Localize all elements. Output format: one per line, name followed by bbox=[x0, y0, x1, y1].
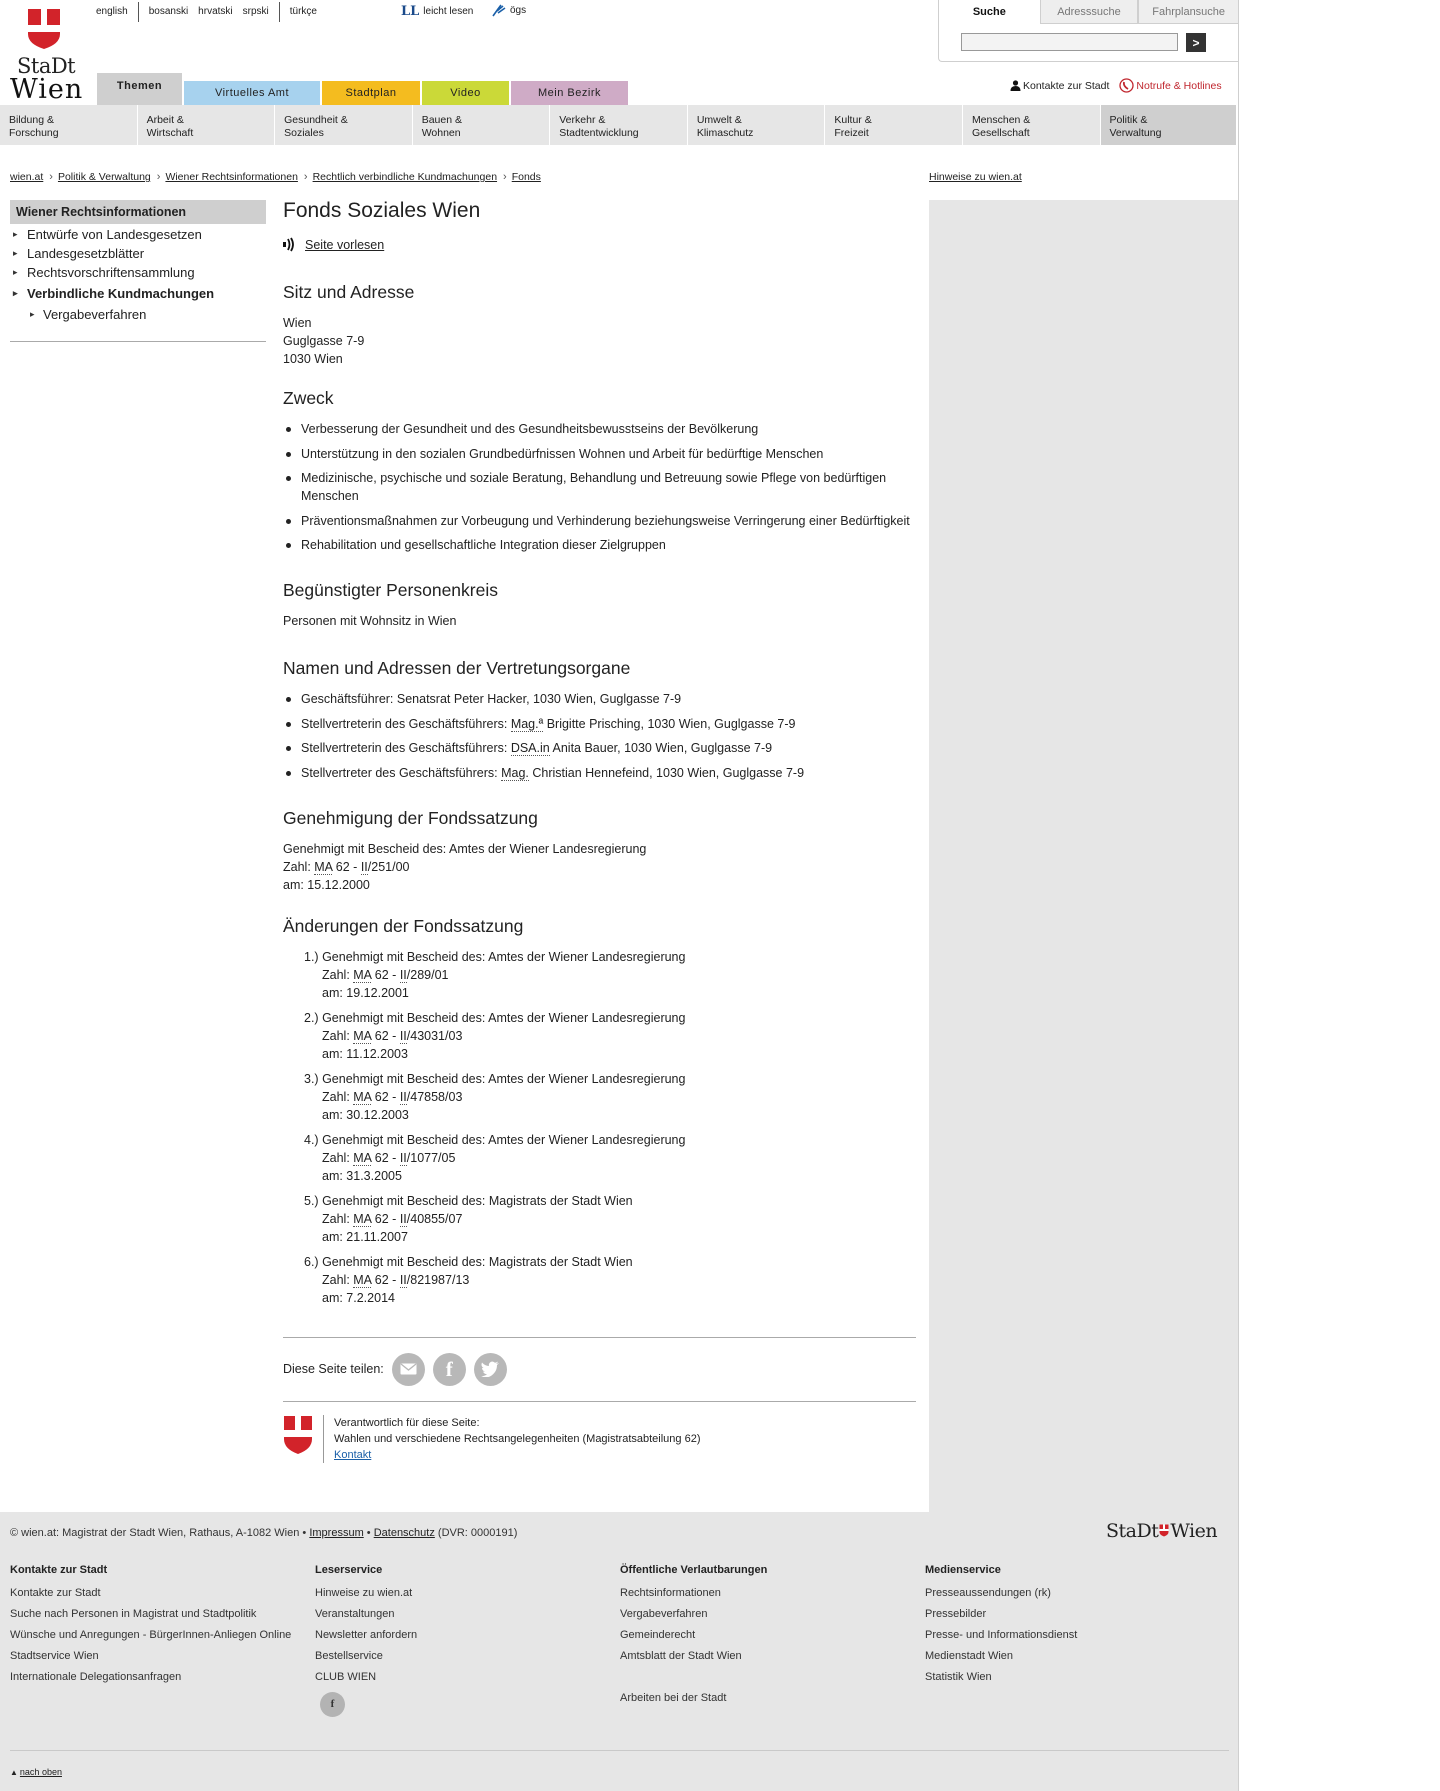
footer-logo-stadt: StaDt bbox=[1106, 1520, 1159, 1542]
title-abbreviation[interactable]: DSA.in bbox=[510, 741, 550, 755]
tab-video[interactable]: Video bbox=[422, 81, 509, 105]
emergency-link[interactable] bbox=[1119, 78, 1221, 93]
number-part: 62 - bbox=[332, 859, 361, 874]
amendment-number-line bbox=[304, 1271, 916, 1289]
amendment-number-line bbox=[304, 1210, 916, 1228]
impressum-link[interactable]: Impressum bbox=[309, 1527, 364, 1539]
number-part: 62 - bbox=[371, 1028, 400, 1043]
footer-column-heading: Kontakte zur Stadt bbox=[10, 1564, 108, 1576]
datenschutz-link[interactable]: Datenschutz bbox=[373, 1527, 435, 1539]
shield-icon bbox=[1159, 1524, 1169, 1537]
envelope-icon bbox=[400, 1363, 417, 1375]
section-heading: Begünstigter Personenkreis bbox=[283, 580, 498, 600]
footer-link[interactable]: Wünsche und Anregungen - BürgerInnen-Anliegen Online bbox=[10, 1629, 292, 1641]
number-label: Zahl: bbox=[322, 1211, 354, 1226]
footer-link[interactable]: Presse- und Informationsdienst bbox=[925, 1629, 1078, 1641]
ma-abbreviation[interactable]: MA bbox=[353, 1211, 372, 1226]
section-nav-list bbox=[10, 224, 266, 324]
footer-column-medienservice bbox=[925, 1564, 1230, 1725]
nav-label: Forschung bbox=[9, 127, 59, 139]
hinweise-link[interactable]: Hinweise zu wien.at bbox=[929, 171, 1022, 183]
section-heading: Änderungen der Fondssatzung bbox=[283, 915, 524, 936]
approval-date: am: 15.12.2000 bbox=[283, 877, 370, 892]
section-nav-subitem[interactable]: ▸ Vergabeverfahren bbox=[10, 305, 266, 324]
share-bar bbox=[283, 1338, 916, 1401]
ma-abbreviation[interactable]: MA bbox=[353, 1028, 372, 1043]
breadcrumb-separator-icon: › bbox=[156, 171, 161, 183]
footer-column-kontakte bbox=[10, 1564, 315, 1725]
number-label: Zahl: bbox=[283, 859, 315, 874]
nav-label: Politik & bbox=[1109, 114, 1148, 126]
number-label: Zahl: bbox=[322, 1089, 354, 1104]
nav-politik-verwaltung[interactable] bbox=[1101, 105, 1238, 145]
lang-english[interactable]: english bbox=[86, 2, 139, 22]
search-panel bbox=[938, 0, 1239, 62]
amendment-item bbox=[304, 1253, 916, 1307]
ma-abbreviation[interactable]: MA bbox=[353, 1272, 372, 1287]
ma-abbreviation[interactable]: MA bbox=[314, 859, 333, 874]
nav-label: Soziales bbox=[284, 127, 324, 139]
lang-turkce[interactable]: türkçe bbox=[289, 6, 317, 17]
nav-label: Stadtentwicklung bbox=[559, 127, 639, 139]
main-content bbox=[283, 199, 916, 1463]
roman-abbreviation[interactable]: II bbox=[399, 1150, 407, 1165]
approval-number bbox=[283, 858, 916, 876]
section-sitz bbox=[283, 282, 916, 368]
number-part: 62 - bbox=[371, 1150, 400, 1165]
footer-copyright bbox=[10, 1527, 517, 1539]
number-part: /251/00 bbox=[367, 859, 410, 874]
list-item-text: Stellvertreterin des Geschäftsführers: bbox=[301, 741, 511, 755]
nav-label: Arbeit & bbox=[146, 114, 184, 126]
amendment-date: am: 30.12.2003 bbox=[322, 1107, 409, 1122]
breadcrumb-kundmachungen[interactable]: Rechtlich verbindliche Kundmachungen bbox=[312, 171, 498, 183]
responsible-text bbox=[323, 1415, 701, 1463]
amendment-number: 2.) bbox=[304, 1010, 319, 1025]
footer-column-heading: Öffentliche Verlautbarungen bbox=[620, 1564, 768, 1576]
title-abbreviation[interactable]: Mag. bbox=[501, 765, 529, 780]
amendment-date: am: 11.12.2003 bbox=[322, 1046, 408, 1061]
easy-read-link[interactable] bbox=[401, 4, 473, 19]
amendment-number: 4.) bbox=[304, 1132, 319, 1147]
amendment-line bbox=[304, 1192, 916, 1210]
breadcrumb-separator-icon: › bbox=[503, 171, 507, 183]
footer-column-heading: Medienservice bbox=[925, 1564, 1001, 1576]
roman-abbreviation[interactable]: II bbox=[399, 1028, 407, 1043]
amendment-number: 5.) bbox=[304, 1193, 319, 1208]
amendment-line bbox=[304, 1131, 916, 1149]
roman-abbreviation[interactable]: II bbox=[360, 859, 368, 874]
footer-link[interactable]: Kontakte zur Stadt bbox=[10, 1587, 101, 1599]
back-to-top-link[interactable] bbox=[10, 1767, 62, 1777]
tab-virtuelles-amt[interactable]: Virtuelles Amt bbox=[184, 81, 320, 105]
tab-stadtplan[interactable]: Stadtplan bbox=[322, 81, 420, 105]
responsible-label: Verantwortlich für diese Seite: bbox=[334, 1416, 480, 1429]
nav-label: Verkehr & bbox=[559, 114, 606, 126]
footer-link[interactable]: Rechtsinformationen bbox=[620, 1587, 721, 1599]
footer-link[interactable]: Gemeinderecht bbox=[620, 1629, 696, 1641]
language-links bbox=[86, 1, 327, 23]
list-item bbox=[283, 764, 916, 782]
number-part: /289/01 bbox=[406, 967, 449, 982]
section-aenderungen bbox=[283, 916, 916, 1307]
right-sidebar bbox=[929, 200, 1238, 1512]
sign-language-label: ögs bbox=[510, 5, 527, 16]
number-part: /1077/05 bbox=[406, 1150, 456, 1165]
share-label: Diese Seite teilen: bbox=[283, 1362, 384, 1376]
search-input[interactable] bbox=[961, 33, 1178, 51]
amendment-text: Genehmigt mit Bescheid des: Magistrats der Stadt Wien bbox=[322, 1193, 633, 1208]
amendment-date: am: 19.12.2001 bbox=[322, 985, 409, 1000]
list-item: Rehabilitation und gesellschaftliche Integration dieser Zielgruppen bbox=[283, 536, 916, 554]
list-item bbox=[283, 715, 916, 733]
nav-label: Wohnen bbox=[421, 127, 461, 139]
section-nav-item-current[interactable]: ▸ Verbindliche Kundmachungen bbox=[10, 284, 266, 303]
amendment-date: am: 7.2.2014 bbox=[322, 1290, 395, 1305]
footer-column-verlautbarungen bbox=[620, 1564, 925, 1725]
nav-label: Klimaschutz bbox=[696, 127, 754, 139]
nav-label: Bildung & bbox=[9, 114, 54, 126]
emergency-label: Notrufe & Hotlines bbox=[1136, 79, 1222, 92]
amendment-line bbox=[304, 1070, 916, 1088]
amendment-number-line bbox=[304, 1027, 916, 1045]
amendment-item bbox=[304, 1009, 916, 1063]
section-zweck bbox=[283, 388, 916, 554]
list-item-text: Anita Bauer, 1030 Wien, Guglgasse 7-9 bbox=[549, 741, 773, 755]
footer-link[interactable]: Newsletter anfordern bbox=[315, 1629, 418, 1641]
list-item-text: Geschäftsführer: Senatsrat Peter Hacker, 1030 Wien, Guglgasse 7-9 bbox=[301, 692, 682, 706]
nav-label: Wirtschaft bbox=[146, 127, 194, 139]
breadcrumb-separator-icon: › bbox=[49, 171, 53, 183]
nav-label: Freizeit bbox=[834, 127, 869, 139]
footer-link[interactable]: Vergabeverfahren bbox=[620, 1608, 708, 1620]
amendment-line bbox=[304, 1009, 916, 1027]
address-line: Guglgasse 7-9 bbox=[283, 334, 365, 348]
header-contacts bbox=[1010, 78, 1222, 93]
nav-arbeit-wirtschaft[interactable] bbox=[138, 105, 276, 145]
shield-icon bbox=[283, 1415, 313, 1455]
number-part: /47858/03 bbox=[406, 1089, 463, 1104]
roman-abbreviation[interactable]: II bbox=[399, 1089, 407, 1104]
footer-logo[interactable] bbox=[1106, 1520, 1217, 1542]
number-part: 62 - bbox=[371, 967, 400, 982]
number-label: Zahl: bbox=[322, 1150, 354, 1165]
footer-link[interactable]: Arbeiten bei der Stadt bbox=[620, 1692, 727, 1704]
amendment-text: Genehmigt mit Bescheid des: Amtes der Wiener Landesregierung bbox=[322, 1132, 686, 1147]
approval-line: Genehmigt mit Bescheid des: Amtes der Wiener Landesregierung bbox=[283, 841, 647, 856]
twitter-icon bbox=[481, 1361, 500, 1377]
nav-gesundheit-soziales[interactable] bbox=[275, 105, 413, 145]
number-label: Zahl: bbox=[322, 1028, 354, 1043]
section-vertretungsorgane bbox=[283, 658, 916, 782]
nav-bildung-forschung[interactable] bbox=[0, 105, 138, 145]
section-nav-heading[interactable]: Wiener Rechtsinformationen bbox=[10, 200, 266, 224]
amendment-date: am: 31.3.2005 bbox=[322, 1168, 402, 1183]
breadcrumb-rechtsinformationen[interactable]: Wiener Rechtsinformationen bbox=[165, 171, 298, 183]
section-heading: Namen und Adressen der Vertretungsorgane bbox=[283, 658, 631, 678]
search-submit-button[interactable]: > bbox=[1186, 33, 1206, 52]
nav-verkehr-stadtentwicklung[interactable] bbox=[550, 105, 688, 145]
spacer bbox=[620, 1671, 925, 1684]
share-email-button[interactable] bbox=[392, 1353, 425, 1386]
easy-read-icon: LL bbox=[401, 4, 420, 19]
nav-label: Umwelt & bbox=[696, 114, 742, 126]
section-genehmigung bbox=[283, 808, 916, 894]
share-twitter-button[interactable] bbox=[474, 1353, 507, 1386]
amendment-item bbox=[304, 1070, 916, 1124]
tab-mein-bezirk[interactable]: Mein Bezirk bbox=[511, 81, 628, 105]
arrow-up-icon: ▲ bbox=[10, 1767, 18, 1777]
footer-columns bbox=[10, 1564, 1230, 1725]
breadcrumb bbox=[10, 171, 541, 183]
section-heading: Genehmigung der Fondssatzung bbox=[283, 807, 538, 828]
footer-link[interactable]: Statistik Wien bbox=[925, 1671, 992, 1683]
footer-logo-wien: Wien bbox=[1170, 1520, 1218, 1542]
stadt-wien-logo[interactable] bbox=[10, 8, 84, 105]
search-tab-fahrplansuche[interactable]: Fahrplansuche bbox=[1138, 0, 1239, 24]
number-part: /40855/07 bbox=[406, 1211, 463, 1226]
purpose-list bbox=[283, 420, 916, 554]
nav-kultur-freizeit[interactable] bbox=[825, 105, 963, 145]
number-part: 62 - bbox=[371, 1211, 400, 1226]
number-part: 62 - bbox=[371, 1089, 400, 1104]
title-abbreviation[interactable]: Mag.ª bbox=[510, 716, 544, 731]
page-title: Fonds Soziales Wien bbox=[283, 199, 481, 222]
amendment-number-line bbox=[304, 1149, 916, 1167]
list-item bbox=[283, 739, 916, 757]
nav-label: Gesundheit & bbox=[284, 114, 348, 126]
contacts-label: Kontakte zur Stadt bbox=[1023, 79, 1110, 92]
amendment-item bbox=[304, 1192, 916, 1246]
footer-column-leserservice bbox=[315, 1564, 620, 1725]
nav-umwelt-klimaschutz[interactable] bbox=[688, 105, 826, 145]
copyright-text: © wien.at: Magistrat der Stadt Wien, Rathaus, A-1082 Wien • bbox=[10, 1527, 310, 1539]
lang-srpski[interactable]: srpski bbox=[238, 2, 280, 22]
footer-link[interactable]: Internationale Delegationsanfragen bbox=[10, 1671, 182, 1683]
nav-label: Menschen & bbox=[971, 114, 1031, 126]
amendments-list bbox=[304, 948, 916, 1307]
list-item: Präventionsmaßnahmen zur Vorbeugung und Verhinderung beziehungsweise Verringerung einer Bedürftigkeit bbox=[283, 512, 916, 530]
roman-abbreviation[interactable]: II bbox=[399, 1272, 407, 1287]
section-nav-item[interactable]: ▸ Landesgesetzblätter bbox=[10, 244, 266, 263]
ma-abbreviation[interactable]: MA bbox=[353, 1150, 372, 1165]
footer-facebook-button[interactable] bbox=[320, 1692, 345, 1717]
list-item: Verbesserung der Gesundheit und des Gesundheitsbewusstseins der Bevölkerung bbox=[283, 420, 916, 438]
amendment-item bbox=[304, 948, 916, 1002]
roman-abbreviation[interactable]: II bbox=[399, 967, 407, 982]
divider bbox=[10, 1750, 1229, 1751]
search-tab-adresssuche[interactable]: Adresssuche bbox=[1040, 0, 1139, 24]
address-line: 1030 Wien bbox=[283, 352, 343, 366]
nav-label: Bauen & bbox=[421, 114, 462, 126]
top-tabs bbox=[97, 73, 628, 105]
representatives-list bbox=[283, 690, 916, 782]
ma-abbreviation[interactable]: MA bbox=[353, 967, 372, 982]
section-nav-item[interactable]: ▸ Entwürfe von Landesgesetzen bbox=[10, 225, 266, 244]
breadcrumb-separator-icon: › bbox=[303, 171, 308, 183]
phone-icon bbox=[1119, 78, 1134, 93]
nav-label: Verwaltung bbox=[1109, 127, 1162, 139]
amendment-number: 3.) bbox=[304, 1071, 319, 1086]
read-aloud-label: Seite vorlesen bbox=[305, 237, 385, 252]
responsible-unit: Wahlen und verschiedene Rechtsangelegenheiten (Magistratsabteilung 62) bbox=[334, 1432, 701, 1445]
footer-link[interactable]: CLUB WIEN bbox=[315, 1671, 377, 1683]
amendment-text: Genehmigt mit Bescheid des: Amtes der Wiener Landesregierung bbox=[322, 949, 686, 964]
footer-link[interactable]: Veranstaltungen bbox=[315, 1608, 395, 1620]
facebook-icon: f bbox=[445, 1356, 453, 1381]
shield-icon bbox=[27, 8, 61, 50]
contact-link[interactable]: Kontakt bbox=[334, 1448, 372, 1461]
amendment-date: am: 21.11.2007 bbox=[322, 1229, 408, 1244]
amendment-number: 1.) bbox=[304, 949, 319, 964]
number-part: /43031/03 bbox=[406, 1028, 463, 1043]
amendment-number: 6.) bbox=[304, 1254, 319, 1269]
search-tabs bbox=[939, 0, 1239, 24]
list-item-text: Christian Hennefeind, 1030 Wien, Guglgasse 7-9 bbox=[528, 765, 805, 780]
logo-text-wien: Wien bbox=[10, 74, 84, 105]
amendment-number-line bbox=[304, 966, 916, 984]
amendment-number-line bbox=[304, 1088, 916, 1106]
amendment-text: Genehmigt mit Bescheid des: Amtes der Wiener Landesregierung bbox=[322, 1071, 686, 1086]
footer-link[interactable]: Amtsblatt der Stadt Wien bbox=[620, 1650, 742, 1662]
responsible-box bbox=[283, 1401, 916, 1463]
easy-read-label: leicht lesen bbox=[423, 6, 474, 17]
tab-themen[interactable]: Themen bbox=[97, 73, 182, 105]
contacts-link[interactable] bbox=[1010, 80, 1109, 92]
lang-bosanski[interactable]: bosanski bbox=[148, 6, 189, 17]
list-item: Medizinische, psychische und soziale Beratung, Behandlung und Betreuung sowie Pflege von bedürftigen Menschen bbox=[283, 469, 916, 505]
speaker-icon bbox=[283, 237, 297, 252]
footer-link[interactable]: Pressebilder bbox=[925, 1608, 987, 1620]
footer-link[interactable]: Stadtservice Wien bbox=[10, 1650, 99, 1662]
dvr-text: (DVR: 0000191) bbox=[434, 1527, 518, 1539]
list-item bbox=[283, 690, 916, 708]
lang-hrvatski[interactable]: hrvatski bbox=[198, 6, 233, 17]
list-item-text: Brigitte Prisching, 1030 Wien, Guglgasse 7-9 bbox=[543, 716, 796, 731]
share-facebook-button[interactable] bbox=[433, 1353, 466, 1386]
section-heading: Zweck bbox=[283, 388, 334, 408]
amendment-item bbox=[304, 1131, 916, 1185]
list-item-text: Stellvertreter des Geschäftsführers: bbox=[301, 765, 502, 780]
read-aloud-link[interactable] bbox=[283, 237, 916, 252]
nav-menschen-gesellschaft[interactable] bbox=[963, 105, 1101, 145]
ma-abbreviation[interactable]: MA bbox=[353, 1089, 372, 1104]
footer-link[interactable]: Hinweise zu wien.at bbox=[315, 1587, 413, 1599]
amendment-line bbox=[304, 948, 916, 966]
sign-language-icon bbox=[492, 4, 506, 17]
breadcrumb-fonds[interactable]: Fonds bbox=[511, 171, 541, 183]
divider bbox=[10, 341, 266, 342]
nav-label: Gesellschaft bbox=[971, 127, 1030, 139]
separator: • bbox=[363, 1527, 374, 1539]
section-navigation bbox=[10, 200, 266, 342]
number-part: /821987/13 bbox=[406, 1272, 470, 1287]
footer-link[interactable]: Presseaussendungen (rk) bbox=[925, 1587, 1051, 1599]
nav-label: Kultur & bbox=[834, 114, 872, 126]
search-tab-suche[interactable]: Suche bbox=[939, 0, 1040, 24]
back-to-top-label: nach oben bbox=[19, 1767, 62, 1777]
breadcrumb-wien-at[interactable]: wien.at bbox=[10, 171, 44, 183]
list-item-text: Stellvertreterin des Geschäftsführers: bbox=[301, 716, 511, 731]
roman-abbreviation[interactable]: II bbox=[399, 1211, 407, 1226]
amendment-line bbox=[304, 1253, 916, 1271]
facebook-icon: f bbox=[330, 1698, 335, 1710]
person-icon bbox=[1010, 80, 1021, 91]
address-line: Wien bbox=[283, 316, 312, 330]
list-item: Unterstützung in den sozialen Grundbedürfnissen Wohnen und Arbeit für bedürftige Menschen bbox=[283, 445, 916, 463]
footer-link[interactable]: Medienstadt Wien bbox=[925, 1650, 1014, 1662]
beneficiaries-text: Personen mit Wohnsitz in Wien bbox=[283, 614, 457, 628]
logo-text-stadt: StaDt bbox=[17, 54, 76, 78]
number-label: Zahl: bbox=[322, 967, 354, 982]
section-heading: Sitz und Adresse bbox=[283, 282, 415, 302]
section-personenkreis bbox=[283, 580, 916, 630]
footer bbox=[0, 1512, 1238, 1791]
nav-bauen-wohnen[interactable] bbox=[413, 105, 551, 145]
footer-link[interactable]: Suche nach Personen in Magistrat und Stadtpolitik bbox=[10, 1608, 257, 1620]
footer-link[interactable]: Bestellservice bbox=[315, 1650, 383, 1662]
number-part: 62 - bbox=[371, 1272, 400, 1287]
sign-language-link[interactable] bbox=[492, 4, 526, 17]
breadcrumb-politik-verwaltung[interactable]: Politik & Verwaltung bbox=[57, 171, 151, 183]
amendment-text: Genehmigt mit Bescheid des: Magistrats der Stadt Wien bbox=[322, 1254, 633, 1269]
section-nav-item[interactable]: ▸ Rechtsvorschriftensammlung bbox=[10, 263, 266, 282]
main-navigation bbox=[0, 105, 1237, 145]
footer-column-heading: Leserservice bbox=[315, 1564, 383, 1576]
amendment-text: Genehmigt mit Bescheid des: Amtes der Wiener Landesregierung bbox=[322, 1010, 686, 1025]
number-label: Zahl: bbox=[322, 1272, 354, 1287]
